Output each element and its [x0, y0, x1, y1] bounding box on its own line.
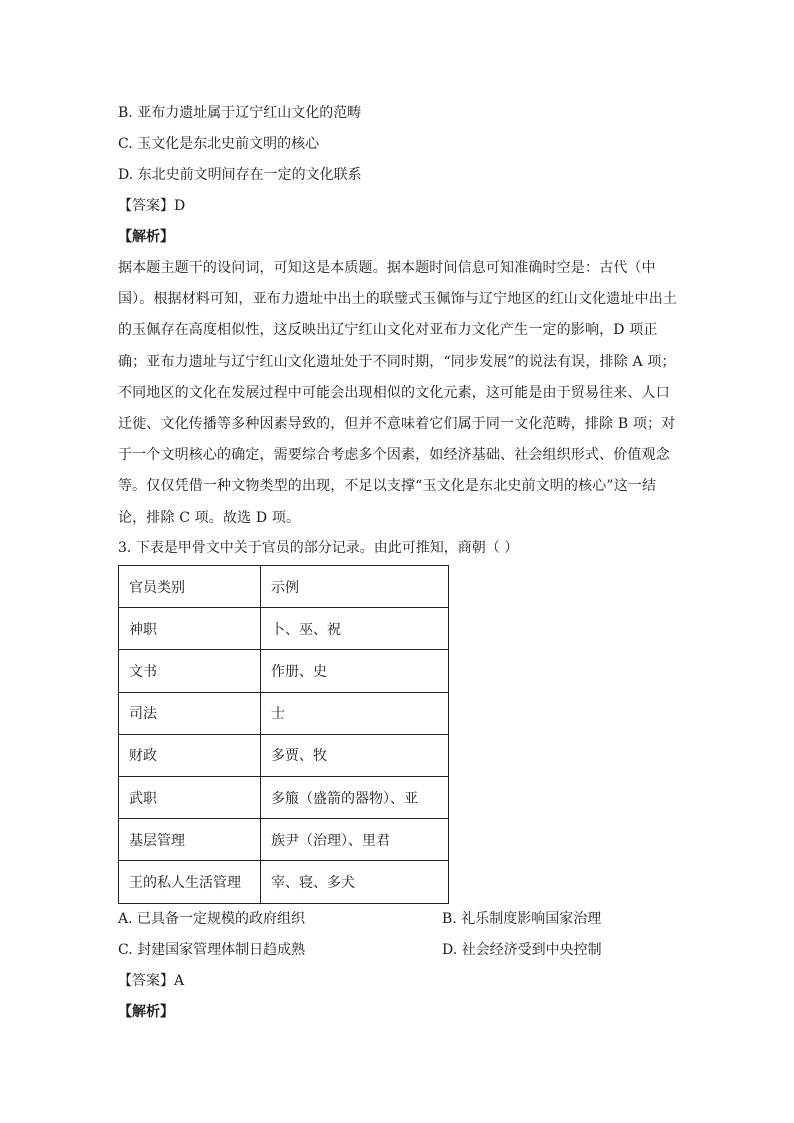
table-cell: 多箙（盛箭的器物）、亚: [261, 776, 449, 818]
table-cell: 作册、史: [261, 650, 449, 692]
header-cell: 示例: [261, 566, 449, 608]
analysis-line: 国）。根据材料可知，亚布力遗址中出土的联璧式玉佩饰与辽宁地区的红山文化遗址中出土: [118, 291, 677, 308]
q3-option-b: B. 礼乐制度影响国家治理: [442, 911, 602, 927]
table-row: [119, 650, 449, 692]
table-cell: 武职: [119, 776, 261, 818]
q3-option-d: D. 社会经济受到中央控制: [442, 942, 602, 958]
table-row: [119, 861, 449, 903]
table-cell: 司法: [119, 692, 261, 734]
table-row: [119, 819, 449, 861]
q3-option-a: A. 已具备一定规模的政府组织: [118, 911, 306, 927]
q3-answer: 【答案】A: [118, 973, 185, 989]
q3-stem: 3. 下表是甲骨文中关于官员的部分记录。由此可推知，商朝（ ）: [118, 540, 519, 556]
table-row: [119, 692, 449, 734]
q2-option-b: B. 亚布力遗址属于辽宁红山文化的范畴: [118, 105, 362, 121]
analysis-line: 确；亚布力遗址与辽宁红山文化遗址处于不同时期，“同步发展”的说法有误，排除 A 项；: [118, 353, 676, 370]
q3-analysis-label: 【解析】: [118, 1004, 174, 1020]
table-row: [119, 776, 449, 818]
table-cell: 宰、寝、多犬: [261, 861, 449, 903]
analysis-line: 于一个文明核心的确定，需要综合考虑多个因素，如经济基础、社会组织形式、价值观念: [118, 447, 670, 464]
table-header-row: [119, 566, 449, 608]
table-row: [119, 734, 449, 776]
table-row: [119, 608, 449, 650]
q2-option-d: D. 东北史前文明间存在一定的文化联系: [118, 167, 362, 183]
table-cell: 士: [261, 692, 449, 734]
analysis-line: 的玉佩存在高度相似性，这反映出辽宁红山文化对亚布力文化产生一定的影响，D 项正: [118, 322, 658, 339]
q2-analysis-text: [118, 253, 678, 534]
analysis-line: 等。仅仅凭借一种文物类型的出现，不足以支撑“玉文化是东北史前文明的核心”这一结: [118, 478, 657, 495]
table-cell: 神职: [119, 608, 261, 650]
analysis-line: 迁徙、文化传播等多种因素导致的，但并不意味着它们属于同一文化范畴，排除 B 项；对: [118, 416, 676, 433]
table-cell: 多贾、牧: [261, 734, 449, 776]
table-cell: 基层管理: [119, 819, 261, 861]
analysis-line: 不同地区的文化在发展过程中可能会出现相似的文化元素，这可能是由于贸易往来、人口: [118, 384, 670, 401]
table-cell: 卜、巫、祝: [261, 608, 449, 650]
table-cell: 王的私人生活管理: [119, 861, 261, 903]
table-cell: 族尹（治理）、里君: [261, 819, 449, 861]
table-cell: 财政: [119, 734, 261, 776]
table-cell: 文书: [119, 650, 261, 692]
q2-analysis-label: 【解析】: [118, 229, 174, 245]
q3-option-c: C. 封建国家管理体制日趋成熟: [118, 942, 306, 958]
analysis-line: 论，排除 C 项。故选 D 项。: [118, 509, 301, 526]
officials-table: [118, 565, 449, 904]
analysis-line: 据本题主题干的设问词，可知这是本质题。据本题时间信息可知准确时空是：古代（中: [118, 260, 656, 276]
q2-answer: 【答案】D: [118, 198, 186, 214]
header-cell: 官员类别: [119, 566, 261, 608]
q2-option-c: C. 玉文化是东北史前文明的核心: [118, 136, 320, 152]
